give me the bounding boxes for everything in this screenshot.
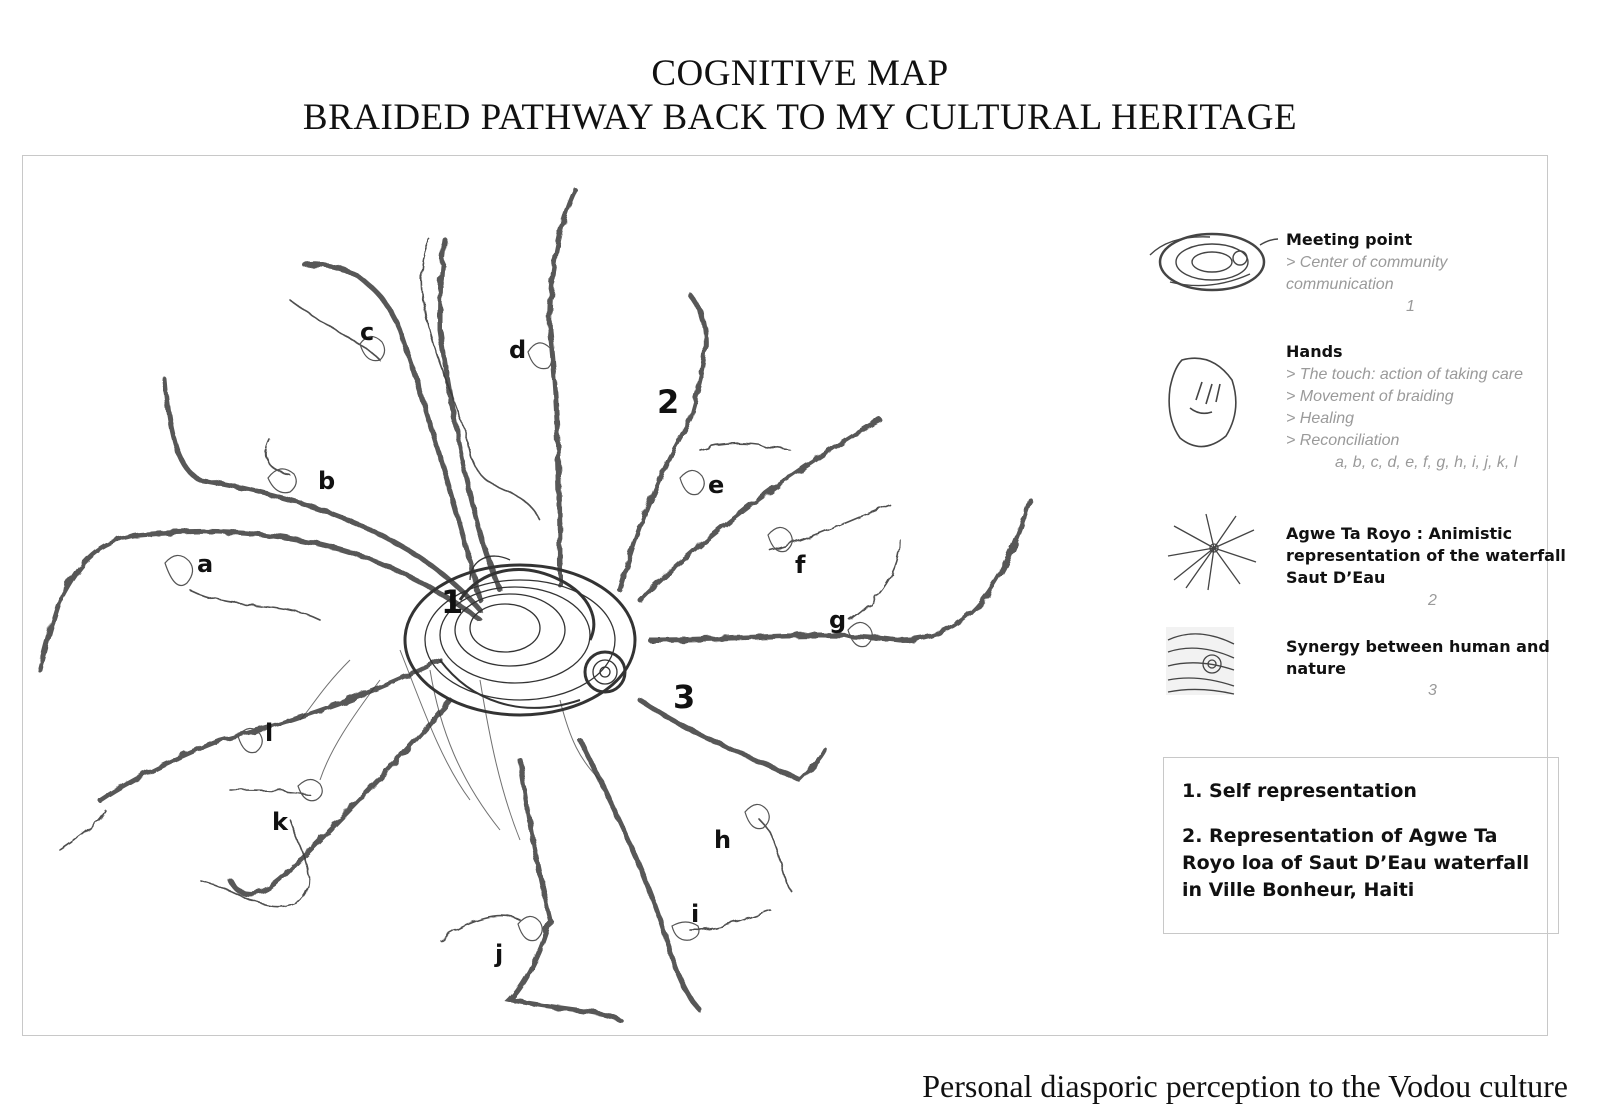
legend-meeting-desc-1: > Center of community bbox=[1286, 254, 1448, 271]
hands-legend-icon bbox=[1169, 358, 1236, 446]
hand-j-icon bbox=[518, 916, 542, 940]
notes-box bbox=[1163, 757, 1559, 934]
legend-hands-title: Hands bbox=[1286, 342, 1343, 361]
braid-arm-d bbox=[440, 240, 500, 590]
legend-agwe-num: 2 bbox=[1428, 592, 1437, 609]
label-l: l bbox=[265, 719, 274, 747]
legend-meeting-title: Meeting point bbox=[1286, 230, 1413, 249]
legend-agwe-title-2: representation of the waterfall bbox=[1286, 546, 1566, 565]
label-f: f bbox=[795, 551, 806, 579]
hand-e-icon bbox=[680, 470, 704, 494]
label-a: a bbox=[197, 550, 214, 578]
braid-arm-j bbox=[510, 760, 620, 1020]
legend-hands-desc-2: > Movement of braiding bbox=[1286, 388, 1454, 405]
label-e: e bbox=[708, 471, 725, 499]
legend-meeting-num: 1 bbox=[1406, 298, 1415, 315]
legend-agwe-title-3: Saut D’Eau bbox=[1286, 568, 1386, 587]
braid-arm-d2 bbox=[550, 190, 575, 585]
strand-h bbox=[760, 820, 790, 890]
label-k: k bbox=[272, 808, 288, 836]
strand-e bbox=[700, 444, 790, 450]
hand-a-icon bbox=[165, 555, 193, 585]
label-3: 3 bbox=[673, 678, 696, 716]
label-1: 1 bbox=[441, 583, 464, 621]
label-2: 2 bbox=[657, 383, 680, 421]
strand-g bbox=[850, 540, 900, 620]
label-b: b bbox=[318, 467, 336, 495]
hand-k-icon bbox=[298, 779, 322, 800]
legend-synergy-num: 3 bbox=[1428, 682, 1437, 699]
label-i: i bbox=[691, 900, 700, 928]
braid-arm-2 bbox=[620, 295, 706, 590]
label-c: c bbox=[360, 318, 375, 346]
synergy-legend-icon bbox=[1166, 627, 1234, 695]
waterfall-legend-icon bbox=[1168, 514, 1256, 590]
legend-hands-letters: a, b, c, d, e, f, g, h, i, j, k, l bbox=[1335, 454, 1518, 471]
braid-arm-h bbox=[640, 700, 825, 780]
label-j: j bbox=[495, 940, 504, 968]
strand-i bbox=[690, 910, 770, 930]
title-line-2: BRAIDED PATHWAY BACK TO MY CULTURAL HERITAGE bbox=[302, 97, 1298, 138]
note-self-representation: 1. Self representation bbox=[1182, 780, 1417, 802]
braid-arm-i bbox=[580, 740, 700, 1010]
caption: Personal diasporic perception to the Vodou culture bbox=[922, 1068, 1568, 1104]
braid-arm-c bbox=[305, 264, 480, 600]
title-line-1: COGNITIVE MAP bbox=[651, 53, 949, 94]
legend-synergy-title-2: nature bbox=[1286, 659, 1346, 678]
legend-agwe-title-1: Agwe Ta Royo : Animistic bbox=[1286, 524, 1513, 543]
strand-l bbox=[60, 810, 105, 850]
braid-arms bbox=[40, 190, 1030, 1020]
legend-hands-desc-1: > The touch: action of taking care bbox=[1286, 366, 1524, 383]
legend-hands-desc-4: > Reconciliation bbox=[1286, 432, 1400, 449]
hand-h-icon bbox=[745, 804, 769, 828]
label-h: h bbox=[714, 826, 732, 854]
legend-synergy-title-1: Synergy between human and bbox=[1286, 637, 1550, 656]
note-agwe-representation: 2. Representation of Agwe Ta Royo loa of Saut D’Eau waterfall in Ville Bonheur, Haiti bbox=[1182, 825, 1530, 901]
legend-hands-desc-3: > Healing bbox=[1286, 410, 1355, 427]
hand-d-icon bbox=[528, 343, 553, 369]
map-labels bbox=[197, 318, 846, 968]
meeting-point-icon bbox=[1150, 234, 1278, 290]
label-d: d bbox=[509, 336, 527, 364]
strand-k2 bbox=[230, 790, 310, 795]
strand-a bbox=[190, 590, 320, 620]
legend-icons bbox=[1150, 234, 1278, 695]
label-g: g bbox=[829, 606, 847, 634]
strand-f bbox=[770, 505, 890, 550]
legend-meeting-desc-2: communication bbox=[1286, 276, 1394, 293]
strand-j bbox=[440, 916, 520, 940]
